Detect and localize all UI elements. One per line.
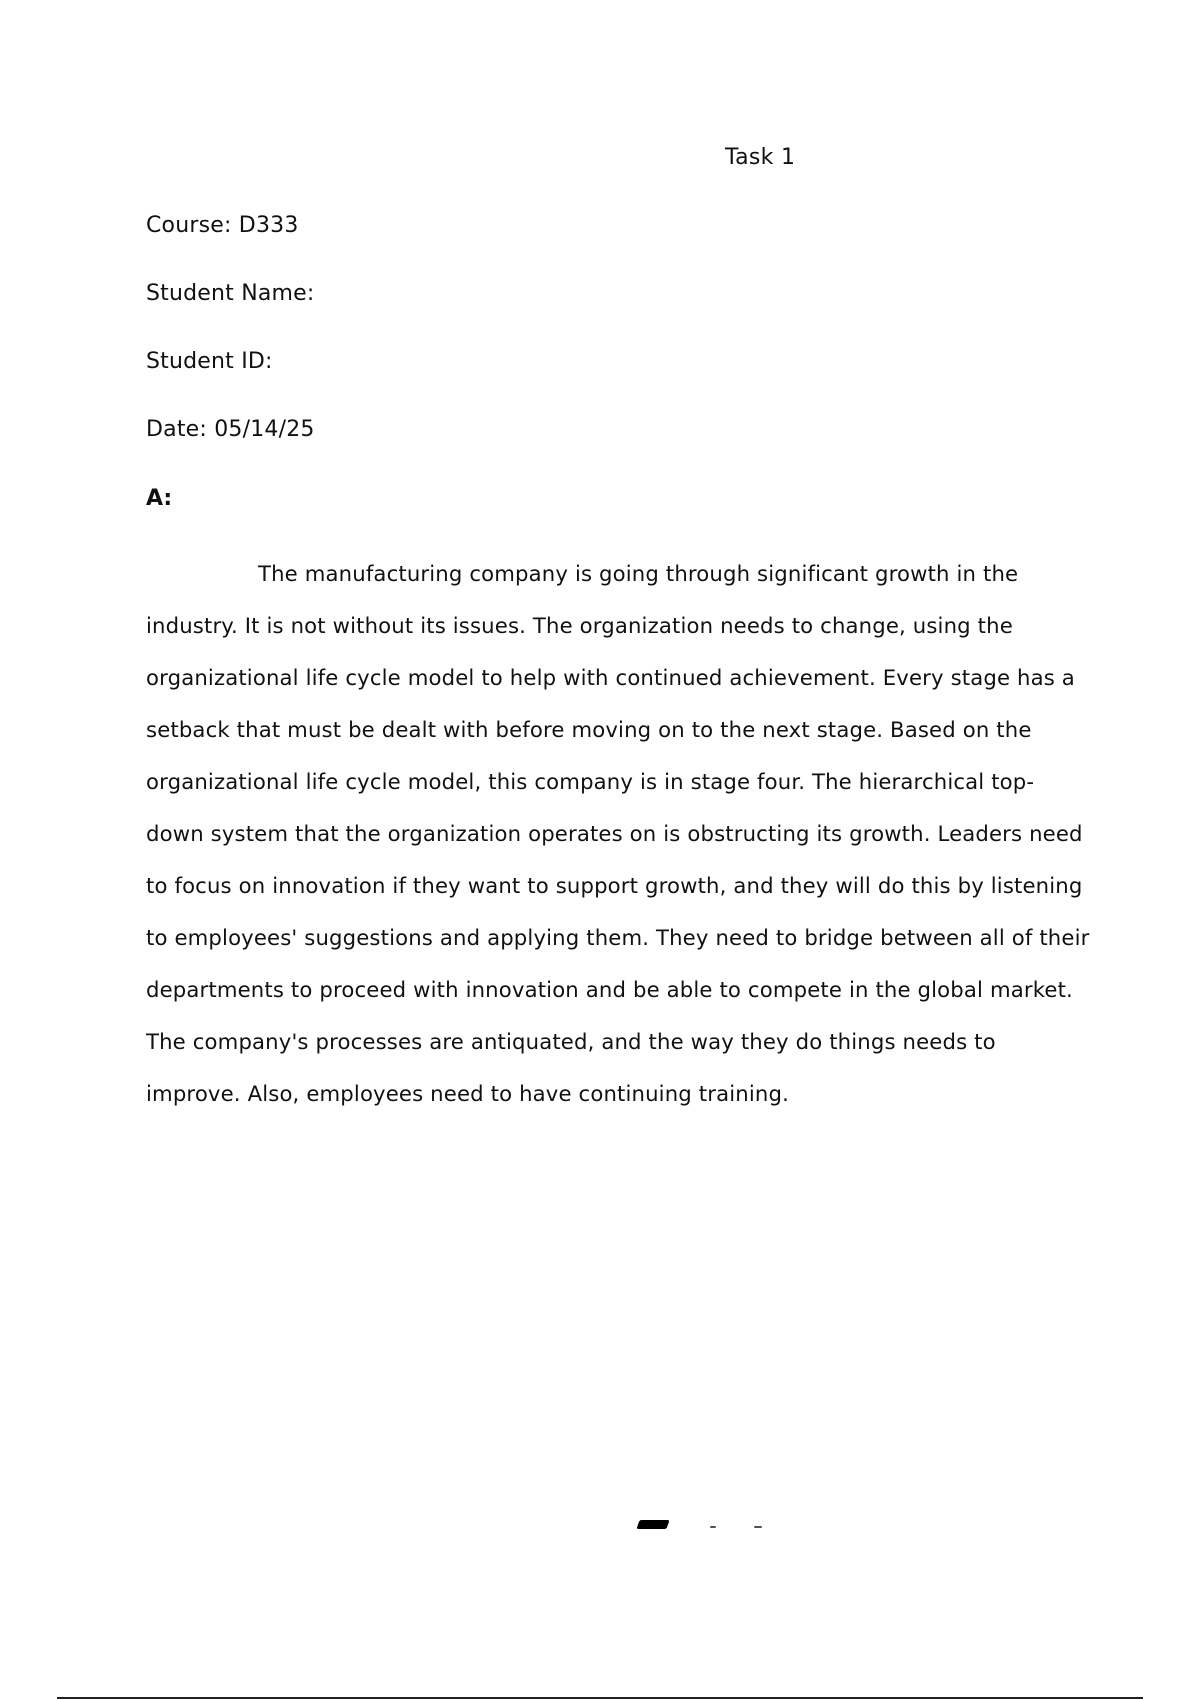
scan-artifact-dash bbox=[754, 1526, 762, 1528]
footer-divider bbox=[57, 1697, 1143, 1699]
document-title: Task 1 bbox=[725, 145, 796, 170]
section-label-a: A: bbox=[146, 486, 173, 511]
student-id-line: Student ID: bbox=[146, 349, 273, 374]
student-name-line: Student Name: bbox=[146, 281, 315, 306]
course-line: Course: D333 bbox=[146, 213, 299, 238]
date-line: Date: 05/14/25 bbox=[146, 417, 315, 442]
scan-artifact-mark bbox=[636, 1520, 669, 1529]
scan-artifact-dash bbox=[710, 1526, 716, 1528]
body-paragraph: The manufacturing company is going through significant growth in the industry. It is not without its issues. The organization needs to change, using the organizational life cycle model to help with continued achievement. Every stage has a setback that must be dealt with before moving on to the next stage. Based on the organizational life cycle model, this company is in stage four. The hierarchical top-down system that the organization operates on is obstructing its growth. Leaders need to focus on innovation if they want to support growth, and they will do this by listening to employees' suggestions and applying them. They need to bridge between all of their departments to proceed with innovation and be able to compete in the global market. The company's processes are antiquated, and the way they do things needs to improve. Also, employees need to have continuing training. bbox=[146, 561, 1090, 1106]
